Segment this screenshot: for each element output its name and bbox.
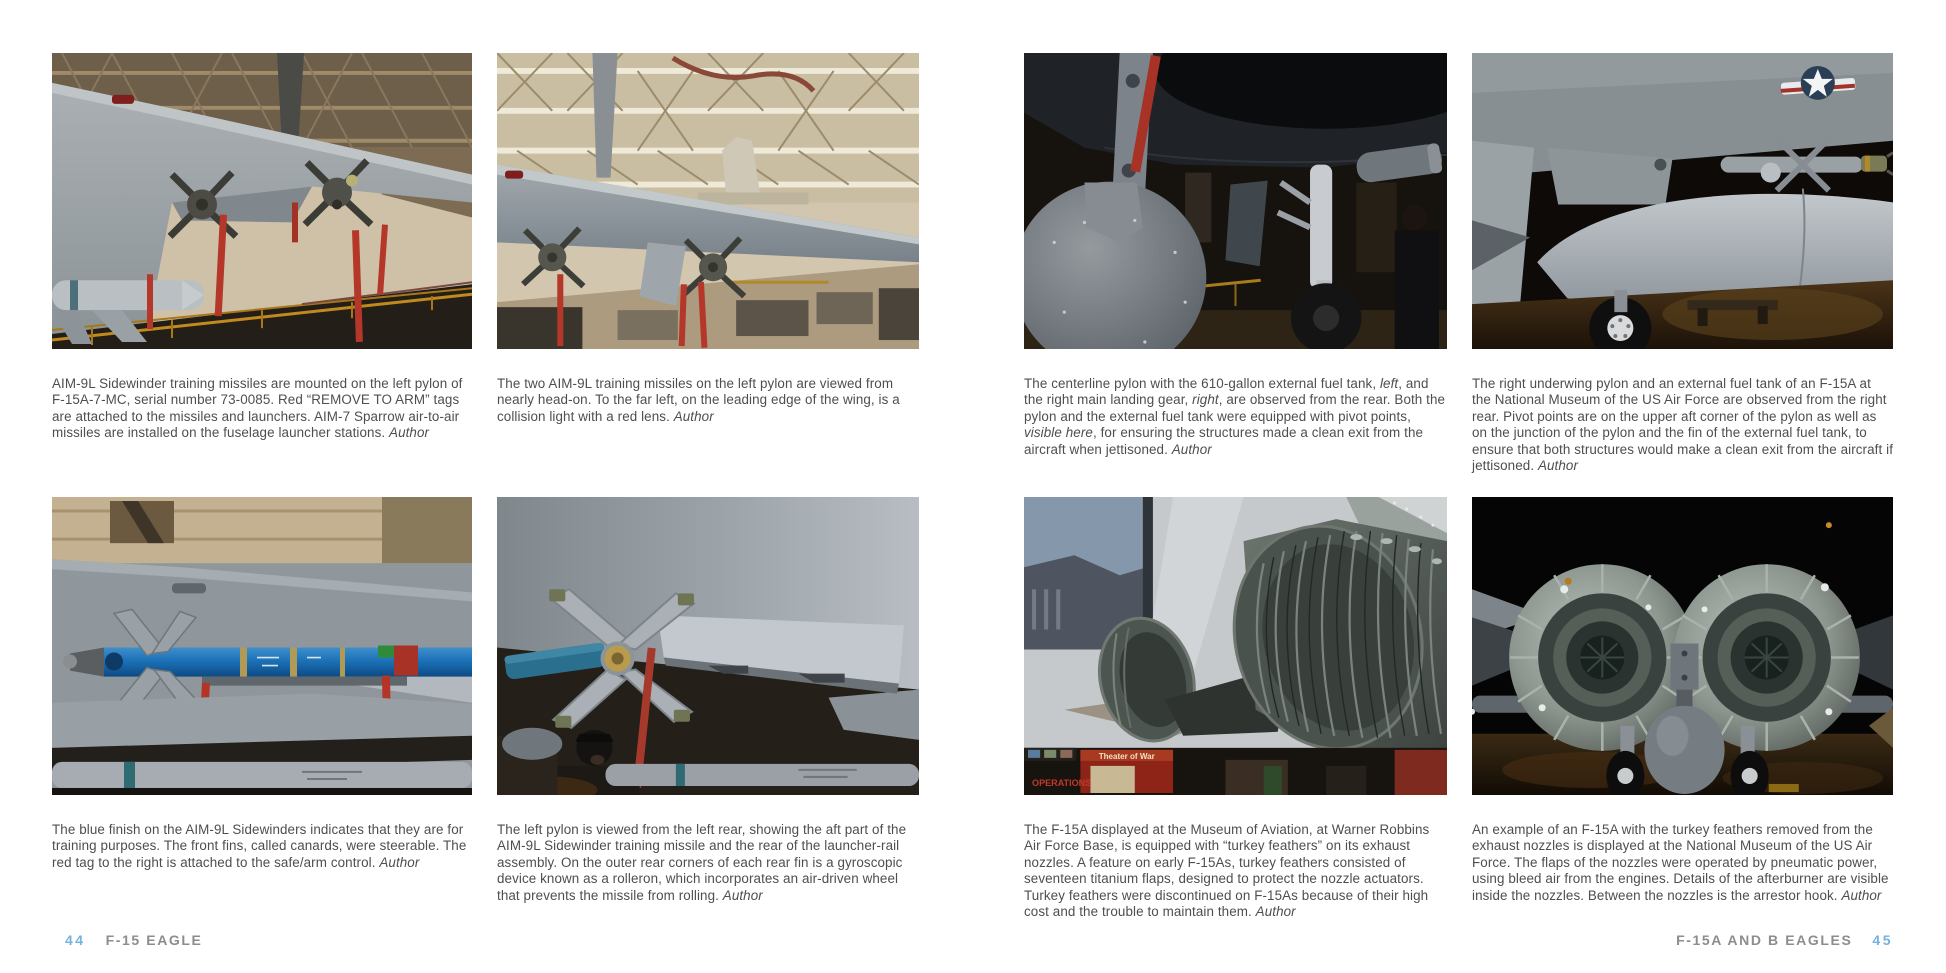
- figure-turkey-feathers: [1024, 497, 1447, 920]
- svg-text:Theater of War: Theater of War: [1098, 751, 1155, 761]
- collision-light: [112, 95, 134, 104]
- figure-caption: AIM-9L Sidewinder training missiles are mounted on the left pylon of F-15A-7-MC, serial number 73-0085. Red “REMOVE TO ARM” tags are attached to the missiles and launchers. AIM-7 Sparrow air-to-air missiles are installed on the fuselage launcher stations. Author: [52, 376, 463, 441]
- centerline-tank-dome: [1644, 706, 1724, 794]
- figure-caption: The left pylon is viewed from the left rear, showing the aft part of the AIM-9L Sidewinder training missile and the rear of the launcher-rail assembly. On the outer rear corners of each rear fin is a gyroscopic device known as a rolleron, which incorporates an air-driven wheel that prevents the missile from rolling. Author: [497, 822, 907, 903]
- pivot-point-upper: [1126, 74, 1140, 88]
- photo-aim9l-left-pylon-illustration: [52, 53, 472, 349]
- ceiling-light: [1565, 578, 1572, 585]
- photo-aim9l-left-pylon: [52, 53, 472, 349]
- photo-blue-sidewinder: [52, 497, 472, 795]
- museum-exhibits-band: [1024, 748, 1447, 795]
- photo-left-pylon-rear-illustration: [497, 497, 919, 795]
- left-folio: 44: [65, 932, 86, 948]
- figure-centerline-pylon-tank: [1024, 53, 1447, 458]
- figure-aim9l-left-pylon: [52, 53, 472, 442]
- photo-centerline-pylon-illustration: [1024, 53, 1447, 349]
- figure-aim9l-head-on: [497, 53, 919, 425]
- figure-caption: The F-15A displayed at the Museum of Aviation, at Warner Robbins Air Force Base, is equipped with “turkey feathers” on its exhaust nozzles. A feature on early F-15As, turkey feathers consisted of seventeen titanium flaps, designed to protect the nozzle actuators. Turkey feathers were discontinued on F-15As because of their high cost and the trouble to maintain them. Author: [1024, 822, 1430, 920]
- wheel-chock: [1769, 784, 1799, 792]
- photo-turkey-feathers-illustration: [1024, 497, 1447, 795]
- operations-sign: OPERATIONS: [1032, 777, 1092, 788]
- photo-exhaust-nozzles-illustration: [1472, 497, 1893, 795]
- photo-turkey-feathers: [1024, 497, 1447, 795]
- photo-aim9l-head-on: [497, 53, 919, 349]
- photo-right-pylon-tank-illustration: [1472, 53, 1893, 349]
- photo-left-pylon-rear: [497, 497, 919, 795]
- safe-arm-red-marking: [394, 645, 418, 675]
- figure-caption: An example of an F-15A with the turkey feathers removed from the exhaust nozzles is displayed at the National Museum of the US Air Force. The flaps of the nozzles were operated by pneumatic power, using bleed air from the engines. Details of the afterburner are visible inside the nozzles. Between the nozzles is the arrestor hook. Author: [1472, 822, 1889, 903]
- photo-right-pylon-fuel-tank: [1472, 53, 1893, 349]
- photo-blue-sidewinder-illustration: [52, 497, 472, 795]
- figure-caption: The blue finish on the AIM-9L Sidewinders indicates that they are for training purposes. The front fins, called canards, were steerable. The red tag to the right is attached to the safe/arm control. Author: [52, 822, 467, 870]
- green-marking: [378, 645, 394, 657]
- photo-centerline-pylon-tank: [1024, 53, 1447, 349]
- gold-band: [340, 648, 345, 677]
- theater-of-war-sign: [1080, 750, 1173, 793]
- figure-right-pylon-fuel-tank: [1472, 53, 1893, 474]
- figure-exhaust-nozzles-rear: [1472, 497, 1893, 904]
- figure-blue-sidewinder: [52, 497, 472, 871]
- left-page-footer: [65, 932, 202, 948]
- figure-caption: The right underwing pylon and an external fuel tank of an F-15A at the National Museum of the US Air Force are observed from the right rear. Pivot points are on the upper aft corner of the pylon as well as on the junction of the pylon and the fin of the external fuel tank, to ensure that both structures would make a clean exit from the aircraft if jettisoned. Author: [1472, 376, 1894, 474]
- launcher-rail: [202, 677, 407, 686]
- hangar-wall-top: [52, 497, 472, 563]
- lower-wing-and-missile: [52, 694, 472, 795]
- collision-light: [505, 171, 523, 179]
- figure-left-pylon-rear: [497, 497, 919, 904]
- figure-caption: The centerline pylon with the 610-gallon external fuel tank, left, and the right main landing gear, right, are observed from the rear. Both the pylon and the external fuel tank were equipped with pivot points, visible here, for ensuring the structures made a clean exit from the aircraft when jettisoned. Author: [1024, 376, 1446, 457]
- figure-caption: The two AIM-9L training missiles on the left pylon are viewed from nearly head-on. To the far left, on the leading edge of the wing, is a collision light with a red lens. Author: [497, 376, 900, 424]
- photo-aim9l-head-on-illustration: [497, 53, 919, 349]
- ceiling-light: [1826, 522, 1832, 528]
- gold-band: [240, 648, 247, 677]
- right-folio: 45: [1872, 932, 1893, 948]
- right-page-footer: [1676, 932, 1893, 948]
- pivot-point: [1654, 159, 1666, 171]
- gold-band: [290, 648, 297, 677]
- right-running-title: F-15A AND B EAGLES: [1676, 932, 1853, 948]
- photo-exhaust-nozzles-rear: [1472, 497, 1893, 795]
- left-running-title: F-15 EAGLE: [105, 932, 203, 948]
